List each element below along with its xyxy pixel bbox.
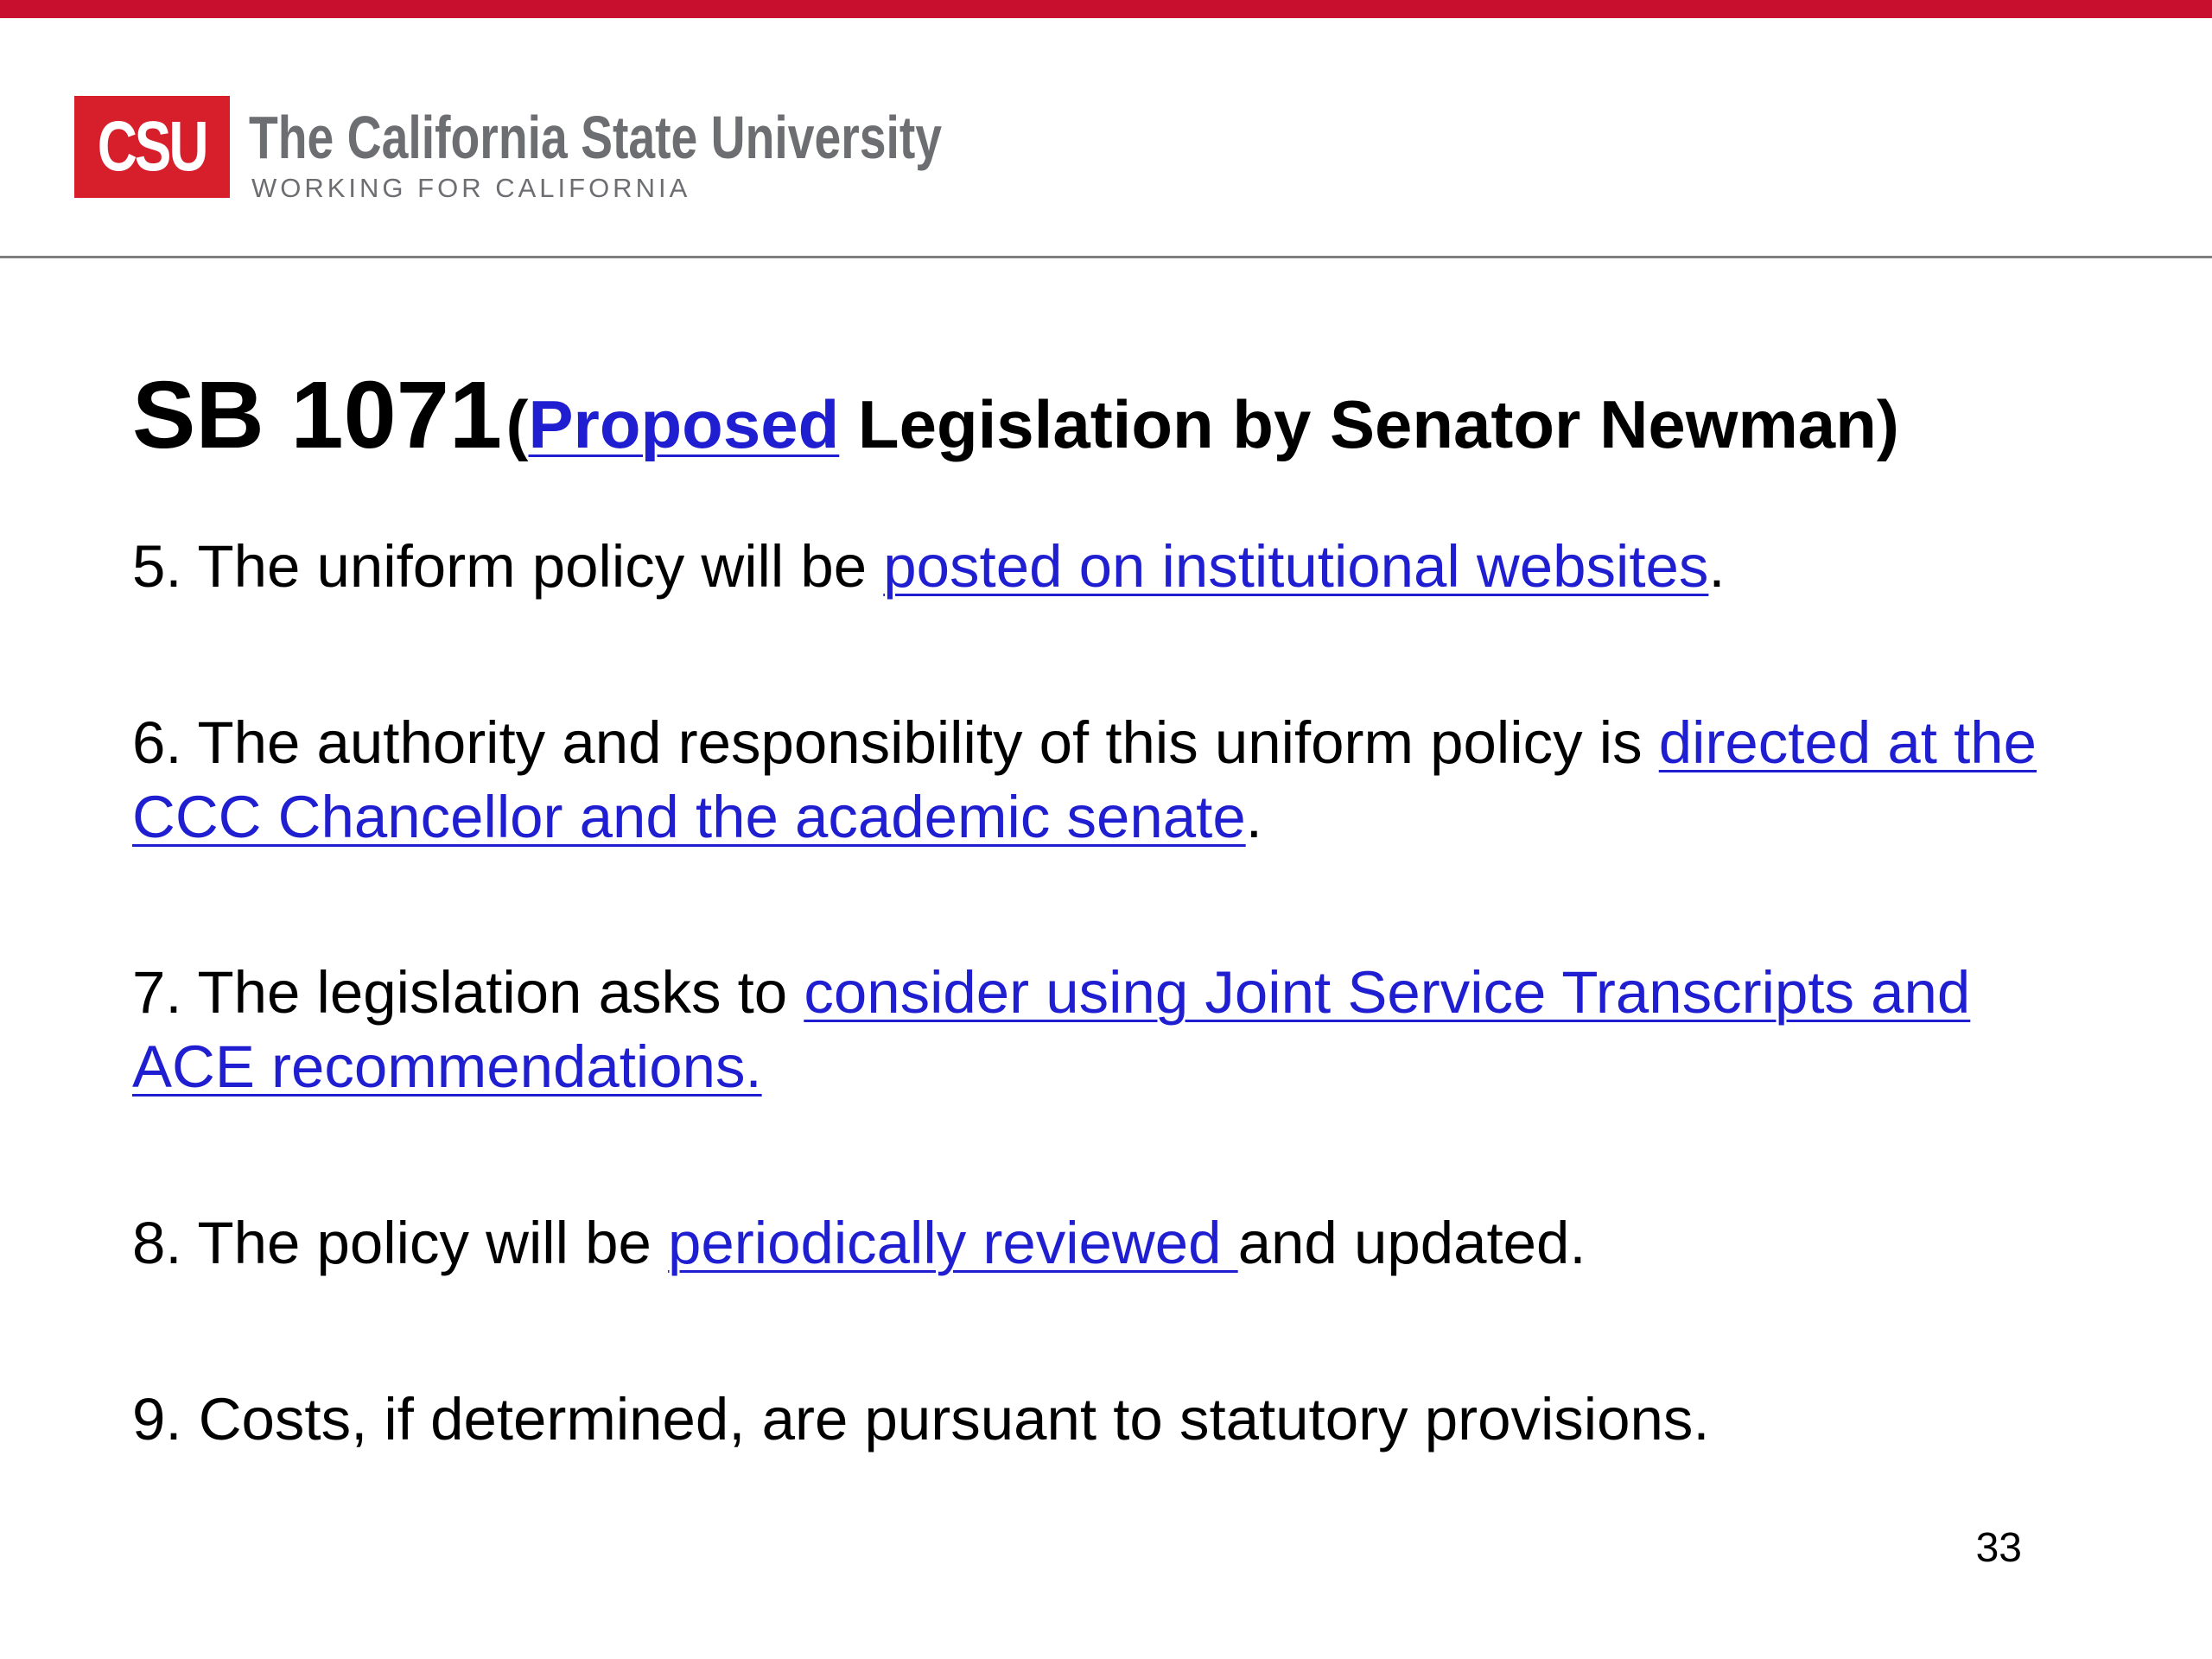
list-item-8 xyxy=(132,1206,2076,1281)
title-subtitle xyxy=(506,386,1899,462)
proposed-link[interactable]: Proposed xyxy=(528,386,840,462)
csu-logo xyxy=(74,96,230,198)
top-accent-bar xyxy=(0,0,2212,18)
item-text: 5. The uniform policy will be xyxy=(132,533,884,600)
list-item-9 xyxy=(132,1382,2076,1457)
list-item-7 xyxy=(132,956,2076,1104)
header-divider xyxy=(0,256,2212,258)
university-name: The California State University xyxy=(249,104,943,171)
title-open-paren: ( xyxy=(505,386,529,462)
title-rest: Legislation by Senator Newman) xyxy=(839,386,1899,462)
directed-at-chancellor-link[interactable]: directed at the CCC Chancellor and the academic senate xyxy=(132,709,2037,850)
page-number: 33 xyxy=(1975,1525,2022,1571)
list-item-6 xyxy=(132,706,2076,855)
csu-logo-text: CSU xyxy=(98,107,207,186)
university-tagline: WORKING FOR CALIFORNIA xyxy=(251,173,691,203)
title-bill-number: SB 1071 xyxy=(132,362,503,468)
item-text: 7. The legislation asks to xyxy=(132,959,804,1026)
item-text: 8. The policy will be xyxy=(132,1210,669,1276)
item-text: 6. The authority and responsibility of this uniform policy is xyxy=(132,709,1659,776)
item-text: 9. Costs, if determined, are pursuant to statutory provisions. xyxy=(132,1386,1710,1452)
list-item-5 xyxy=(132,530,2076,604)
joint-service-transcripts-link[interactable]: consider using Joint Service Transcripts and ACE recommendations. xyxy=(132,959,1971,1100)
item-text-end: and updated. xyxy=(1237,1210,1586,1276)
posted-websites-link[interactable]: posted on institutional websites xyxy=(883,533,1709,600)
periodically-reviewed-link[interactable]: periodically reviewed xyxy=(668,1210,1238,1276)
item-text-end: . xyxy=(1708,533,1726,600)
item-text-end: . xyxy=(1245,784,1262,850)
slide-title xyxy=(132,359,1899,473)
